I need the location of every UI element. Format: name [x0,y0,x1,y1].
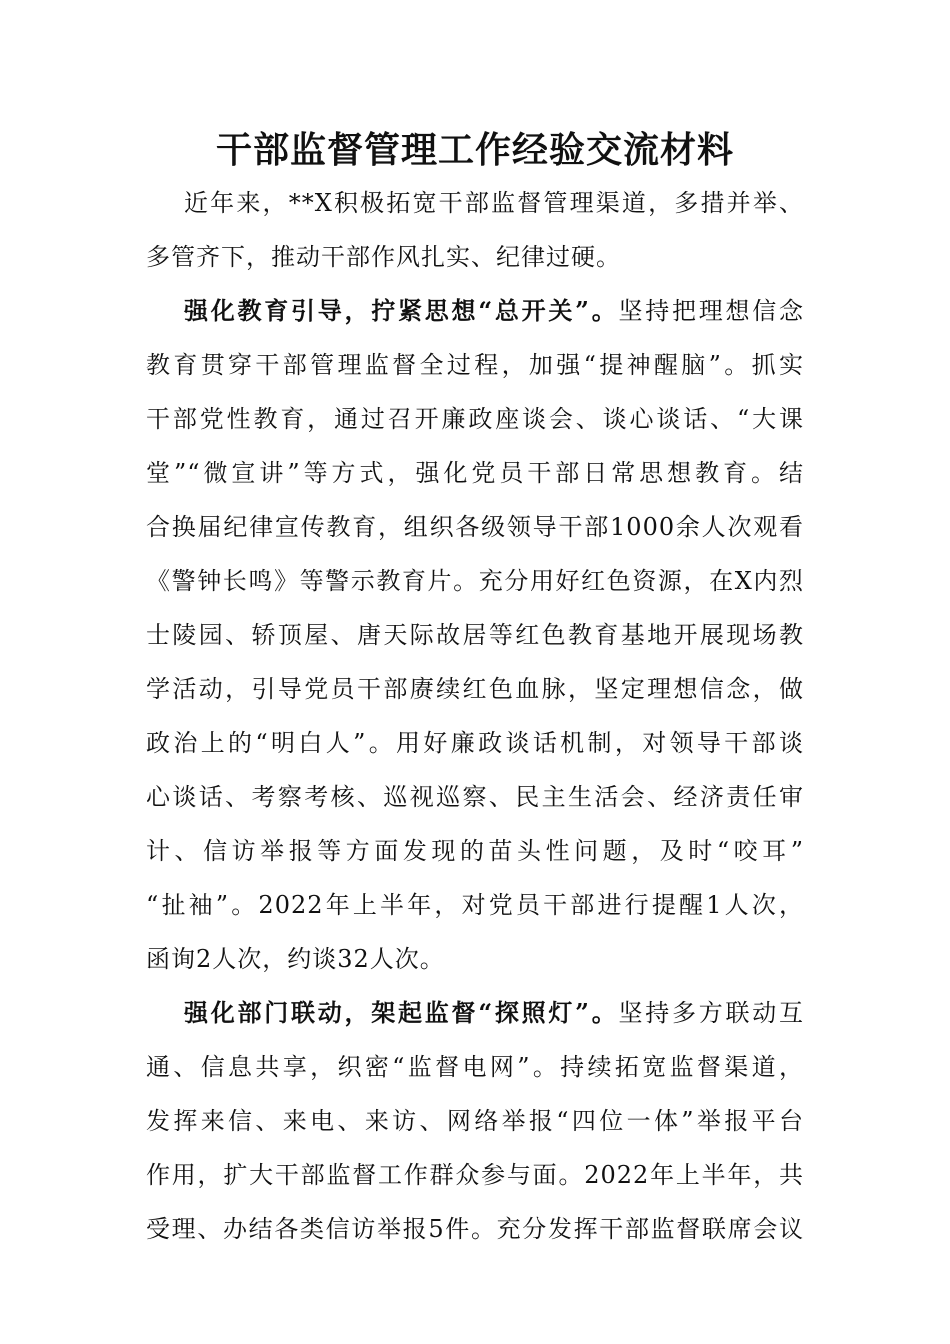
text-line [146,716,804,770]
line-text: 教育贯穿干部管理监督全过程，加强“提神醒脑”。抓实 [146,351,804,379]
text-line [146,554,804,608]
text-line [146,824,804,878]
line-text: 函询2人次，约谈32人次。 [146,945,445,973]
text-line [146,1040,804,1094]
text-line [146,392,804,446]
line-text: 作用，扩大干部监督工作群众参与面。2022年上半年，共 [146,1161,804,1189]
line-text: 干部党性教育，通过召开廉政座谈会、谈心谈话、“大课 [146,405,804,433]
text-line [146,1094,804,1148]
document-title: 干部监督管理工作经验交流材料 [215,129,734,171]
section-heading: 强化部门联动，架起监督“探照灯”。 [184,998,619,1027]
text-line [146,932,804,986]
section-heading: 强化教育引导，拧紧思想“总开关”。 [184,296,619,325]
line-text: 心谈话、考察考核、巡视巡察、民主生活会、经济责任审 [146,783,804,811]
line-text: 近年来，**X积极拓宽干部监督管理渠道，多措并举、 [184,189,804,217]
text-line [146,770,804,824]
line-text: 合换届纪律宣传教育，组织各级领导干部1000余人次观看 [146,513,804,541]
line-text: 发挥来信、来电、来访、网络举报“四位一体”举报平台 [146,1107,804,1135]
text-line [146,338,804,392]
line-text: 政治上的“明白人”。用好廉政谈话机制，对领导干部谈 [146,729,804,757]
line-text: 坚持把理想信念 [618,297,804,325]
line-text: 士陵园、轿顶屋、唐天际故居等红色教育基地开展现场教 [146,621,804,649]
line-text: “扯袖”。2022年上半年，对党员干部进行提醒1人次， [146,891,804,919]
text-line [146,608,804,662]
line-text: 堂”“微宣讲”等方式，强化党员干部日常思想教育。结 [146,459,804,487]
text-line [146,230,804,284]
line-text: 《警钟长鸣》等警示教育片。充分用好红色资源，在X内烈 [146,567,804,595]
document-body [146,176,804,1256]
line-text: 学活动，引导党员干部赓续红色血脉，坚定理想信念，做 [146,675,804,703]
text-line [146,662,804,716]
text-line [146,1148,804,1202]
text-line [146,446,804,500]
text-line [146,878,804,932]
line-text: 通、信息共享，织密“监督电网”。持续拓宽监督渠道， [146,1053,804,1081]
text-line [146,500,804,554]
line-text: 受理、办结各类信访举报5件。充分发挥干部监督联席会议 [146,1215,804,1243]
line-text: 计、信访举报等方面发现的苗头性问题，及时“咬耳” [146,837,804,865]
text-line [146,176,804,230]
line-text: 多管齐下，推动干部作风扎实、纪律过硬。 [146,243,621,271]
text-line [146,1202,804,1256]
line-text: 坚持多方联动互 [618,999,804,1027]
text-line [146,284,804,338]
text-line [146,986,804,1040]
